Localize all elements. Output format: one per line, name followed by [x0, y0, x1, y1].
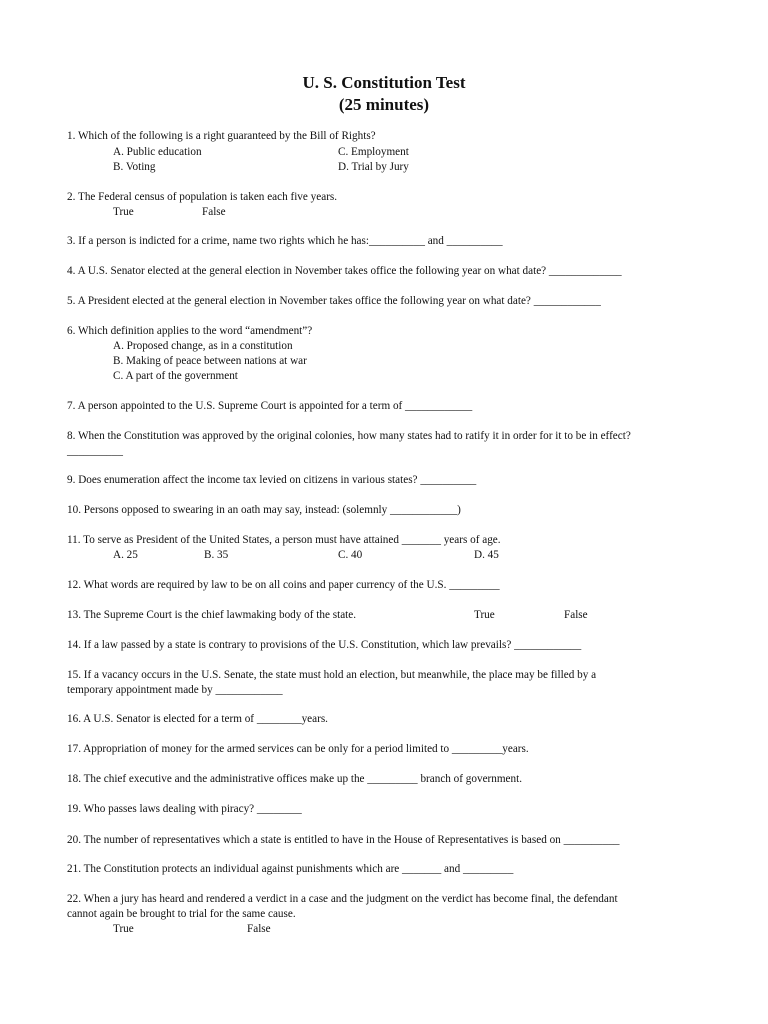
question-8-line-1: 8. When the Constitution was approved by the original colonies, how many states had to ratify it in order for it to be in effect?: [67, 430, 631, 442]
page-title: U. S. Constitution Test: [302, 73, 466, 92]
question-6-option-a: A. Proposed change, as in a constitution: [113, 340, 293, 352]
page-subtitle: (25 minutes): [338, 95, 430, 114]
question-5: 5. A President elected at the general election in November takes office the following year on what date? ____________: [67, 295, 601, 307]
question-21: 21. The Constitution protects an individual against punishments which are _______ and _________: [67, 863, 514, 875]
question-12: 12. What words are required by law to be on all coins and paper currency of the U.S. _________: [67, 579, 500, 591]
question-22-false: False: [247, 923, 271, 935]
question-22-true: True: [113, 923, 134, 935]
question-11-option-d: D. 45: [474, 549, 499, 561]
question-13-false: False: [564, 609, 588, 621]
question-15: [67, 668, 707, 698]
question-15-line-1: 15. If a vacancy occurs in the U.S. Senate, the state must hold an election, but meanwhile, the place may be filled by a: [67, 669, 597, 681]
question-1-option-c: C. Employment: [338, 146, 409, 158]
question-1-option-d: D. Trial by Jury: [338, 161, 409, 173]
question-22: [67, 892, 707, 922]
question-2-true: True: [113, 206, 134, 218]
question-6: 6. Which definition applies to the word “amendment”?: [67, 325, 313, 337]
question-1: 1. Which of the following is a right guaranteed by the Bill of Rights?: [67, 130, 376, 142]
question-6-option-b: B. Making of peace between nations at war: [113, 355, 307, 367]
question-13-true: True: [474, 609, 495, 621]
question-19: 19. Who passes laws dealing with piracy? ________: [67, 803, 302, 815]
question-11-option-a: A. 25: [113, 549, 138, 561]
question-18: 18. The chief executive and the administrative offices make up the _________ branch of government.: [67, 773, 523, 785]
question-14: 14. If a law passed by a state is contrary to provisions of the U.S. Constitution, which law prevails? ____________: [67, 639, 582, 651]
question-6-option-c: C. A part of the government: [113, 370, 238, 382]
question-11-option-b: B. 35: [204, 549, 229, 561]
question-8-line-2: __________: [67, 445, 123, 457]
question-3: 3. If a person is indicted for a crime, name two rights which he has:__________ and __________: [67, 235, 503, 247]
question-15-line-2: temporary appointment made by ____________: [67, 684, 283, 696]
question-9: 9. Does enumeration affect the income tax levied on citizens in various states? __________: [67, 474, 477, 486]
question-1-option-b: B. Voting: [113, 161, 156, 173]
question-10: 10. Persons opposed to swearing in an oath may say, instead: (solemnly ____________): [67, 504, 461, 516]
question-22-line-1: 22. When a jury has heard and rendered a verdict in a case and the judgment on the verdict has become final, the defendant: [67, 893, 618, 905]
question-20: 20. The number of representatives which a state is entitled to have in the House of Representatives is based on __________: [67, 834, 620, 846]
question-7: 7. A person appointed to the U.S. Supreme Court is appointed for a term of ____________: [67, 400, 473, 412]
question-8: [67, 429, 707, 459]
question-11-option-c: C. 40: [338, 549, 363, 561]
question-2-false: False: [202, 206, 226, 218]
question-13: 13. The Supreme Court is the chief lawmaking body of the state.: [67, 609, 357, 621]
question-17: 17. Appropriation of money for the armed services can be only for a period limited to _________years.: [67, 743, 529, 755]
question-4: 4. A U.S. Senator elected at the general election in November takes office the following year on what date? _____________: [67, 265, 622, 277]
question-11: 11. To serve as President of the United States, a person must have attained _______ years of age.: [67, 534, 501, 546]
question-16: 16. A U.S. Senator is elected for a term of ________years.: [67, 713, 328, 725]
question-2: 2. The Federal census of population is taken each five years.: [67, 191, 338, 203]
question-22-line-2: cannot again be brought to trial for the same cause.: [67, 908, 296, 920]
question-1-option-a: A. Public education: [113, 146, 202, 158]
